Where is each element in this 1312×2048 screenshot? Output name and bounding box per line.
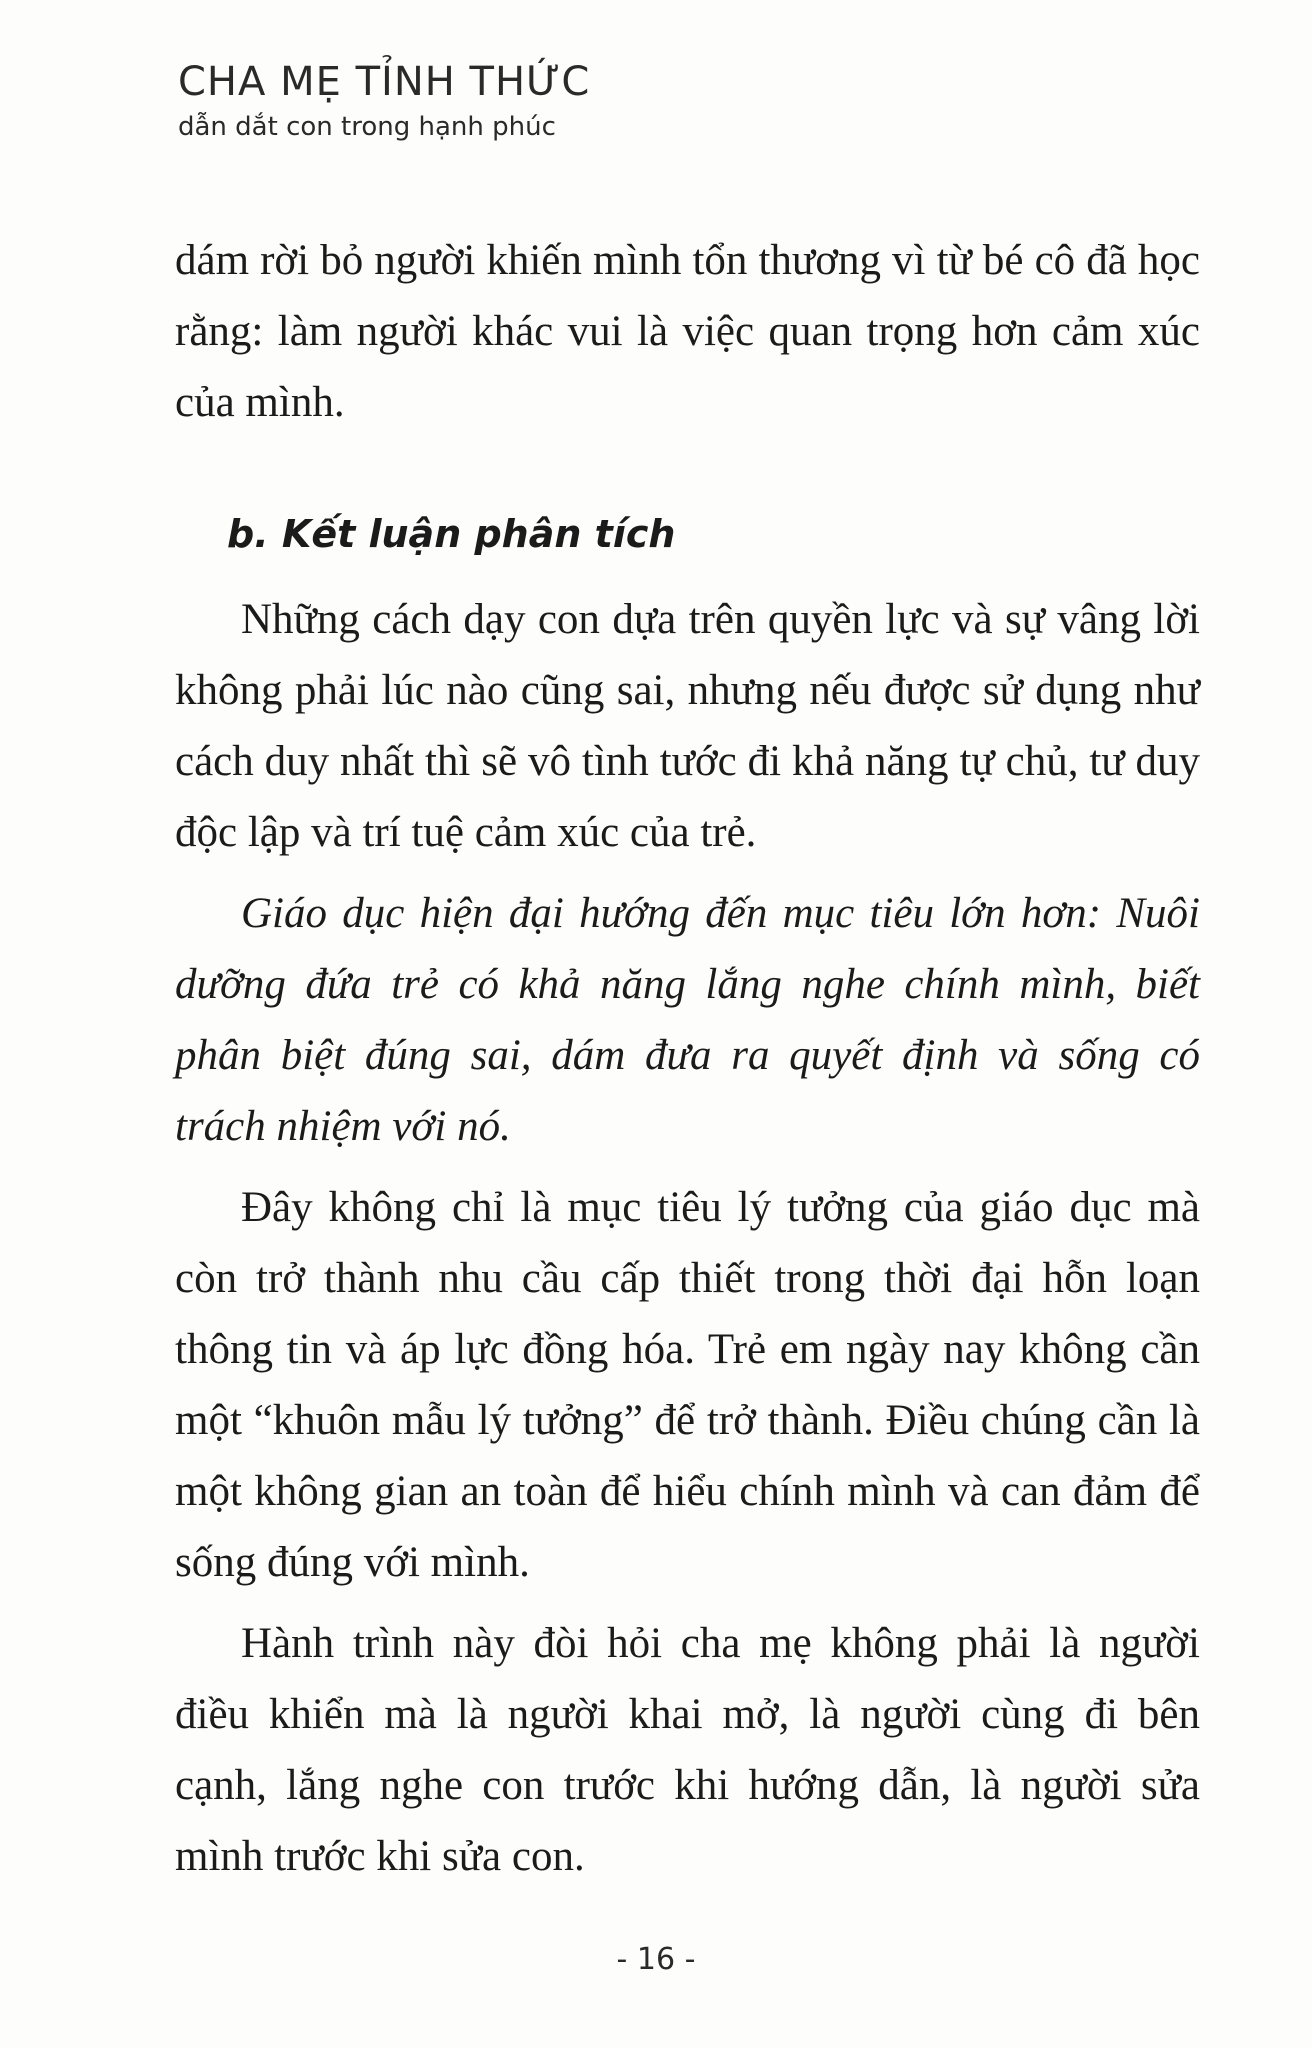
book-title: CHA MẸ TỈNH THỨC — [178, 59, 591, 105]
paragraph: Hành trình này đòi hỏi cha mẹ không phải là người điều khiển mà là người khai mở, là người cùng đi bên cạnh, lắng nghe con trước khi hướng dẫn, là người sửa mình trước khi sửa con. — [175, 1620, 1200, 1880]
section-heading: b. Kết luận phân tích — [227, 512, 676, 556]
paragraph-italic: Giáo dục hiện đại hướng đến mục tiêu lớn hơn: Nuôi dưỡng đứa trẻ có khả năng lắng nghe chính mình, biết phân biệt đúng sai, dám đưa ra quyết định và sống có trách nhiệm với nó. — [175, 890, 1200, 1150]
continued-paragraph: dám rời bỏ người khiến mình tổn thương vì từ bé cô đã học rằng: làm người khác vui là việc quan trọng hơn cảm xúc của mình. — [175, 237, 1200, 426]
paragraph: Những cách dạy con dựa trên quyền lực và sự vâng lời không phải lúc nào cũng sai, nhưng nếu được sử dụng như cách duy nhất thì sẽ vô tình tước đi khả năng tự chủ, tư duy độc lập và trí tuệ cảm xúc của trẻ. — [175, 596, 1200, 856]
paragraph: Đây không chỉ là mục tiêu lý tưởng của giáo dục mà còn trở thành nhu cầu cấp thiết trong thời đại hỗn loạn thông tin và áp lực đồng hóa. Trẻ em ngày nay không cần một “khuôn mẫu lý tưởng” để trở thành. Điều chúng cần là một không gian an toàn để hiểu chính mình và can đảm để sống đúng với mình. — [175, 1184, 1200, 1586]
page-body — [175, 225, 1200, 1902]
running-head — [178, 58, 590, 142]
page-number: - 16 - — [616, 1942, 696, 1977]
book-subtitle: dẫn dắt con trong hạnh phúc — [178, 112, 556, 142]
